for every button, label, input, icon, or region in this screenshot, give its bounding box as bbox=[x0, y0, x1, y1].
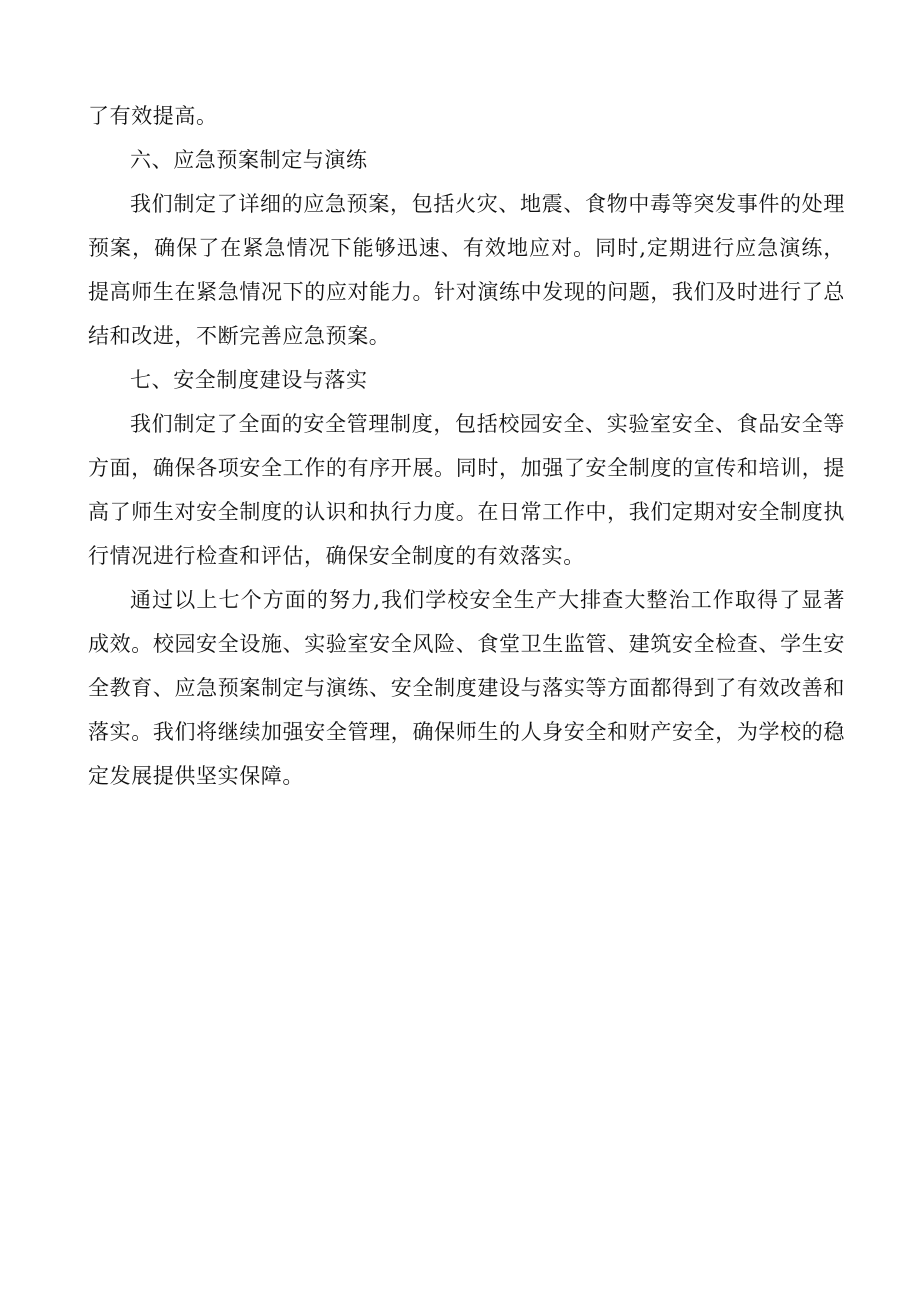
section-paragraph-safety-system: 我们制定了全面的安全管理制度，包括校园安全、实验室安全、食品安全等方面，确保各项安全工作的有序开展。同时，加强了安全制度的宣传和培训，提高了师生对安全制度的认识和执行力度。在日常工作中，我们定期对安全制度执行情况进行检查和评估，确保安全制度的有效落实。 bbox=[88, 412, 845, 568]
conclusion-paragraph: 通过以上七个方面的努力,我们学校安全生产大排查大整治工作取得了显著成效。校园安全设施、实验室安全风险、食堂卫生监管、建筑安全检查、学生安全教育、应急预案制定与演练、安全制度建设与落实等方面都得到了有效改善和落实。我们将继续加强安全管理，确保师生的人身安全和财产安全，为学校的稳定发展提供坚实保障。 bbox=[88, 588, 845, 788]
document-body bbox=[88, 94, 845, 798]
continuation-paragraph: 了有效提高。 bbox=[88, 104, 218, 128]
section-heading-emergency-plan: 六、应急预案制定与演练 bbox=[130, 148, 368, 172]
section-heading-safety-system: 七、安全制度建设与落实 bbox=[130, 368, 368, 392]
section-paragraph-emergency-plan: 我们制定了详细的应急预案，包括火灾、地震、食物中毒等突发事件的处理预案，确保了在紧急情况下能够迅速、有效地应对。同时,定期进行应急演练，提高师生在紧急情况下的应对能力。针对演练中发现的问题，我们及时进行了总结和改进，不断完善应急预案。 bbox=[88, 192, 845, 348]
